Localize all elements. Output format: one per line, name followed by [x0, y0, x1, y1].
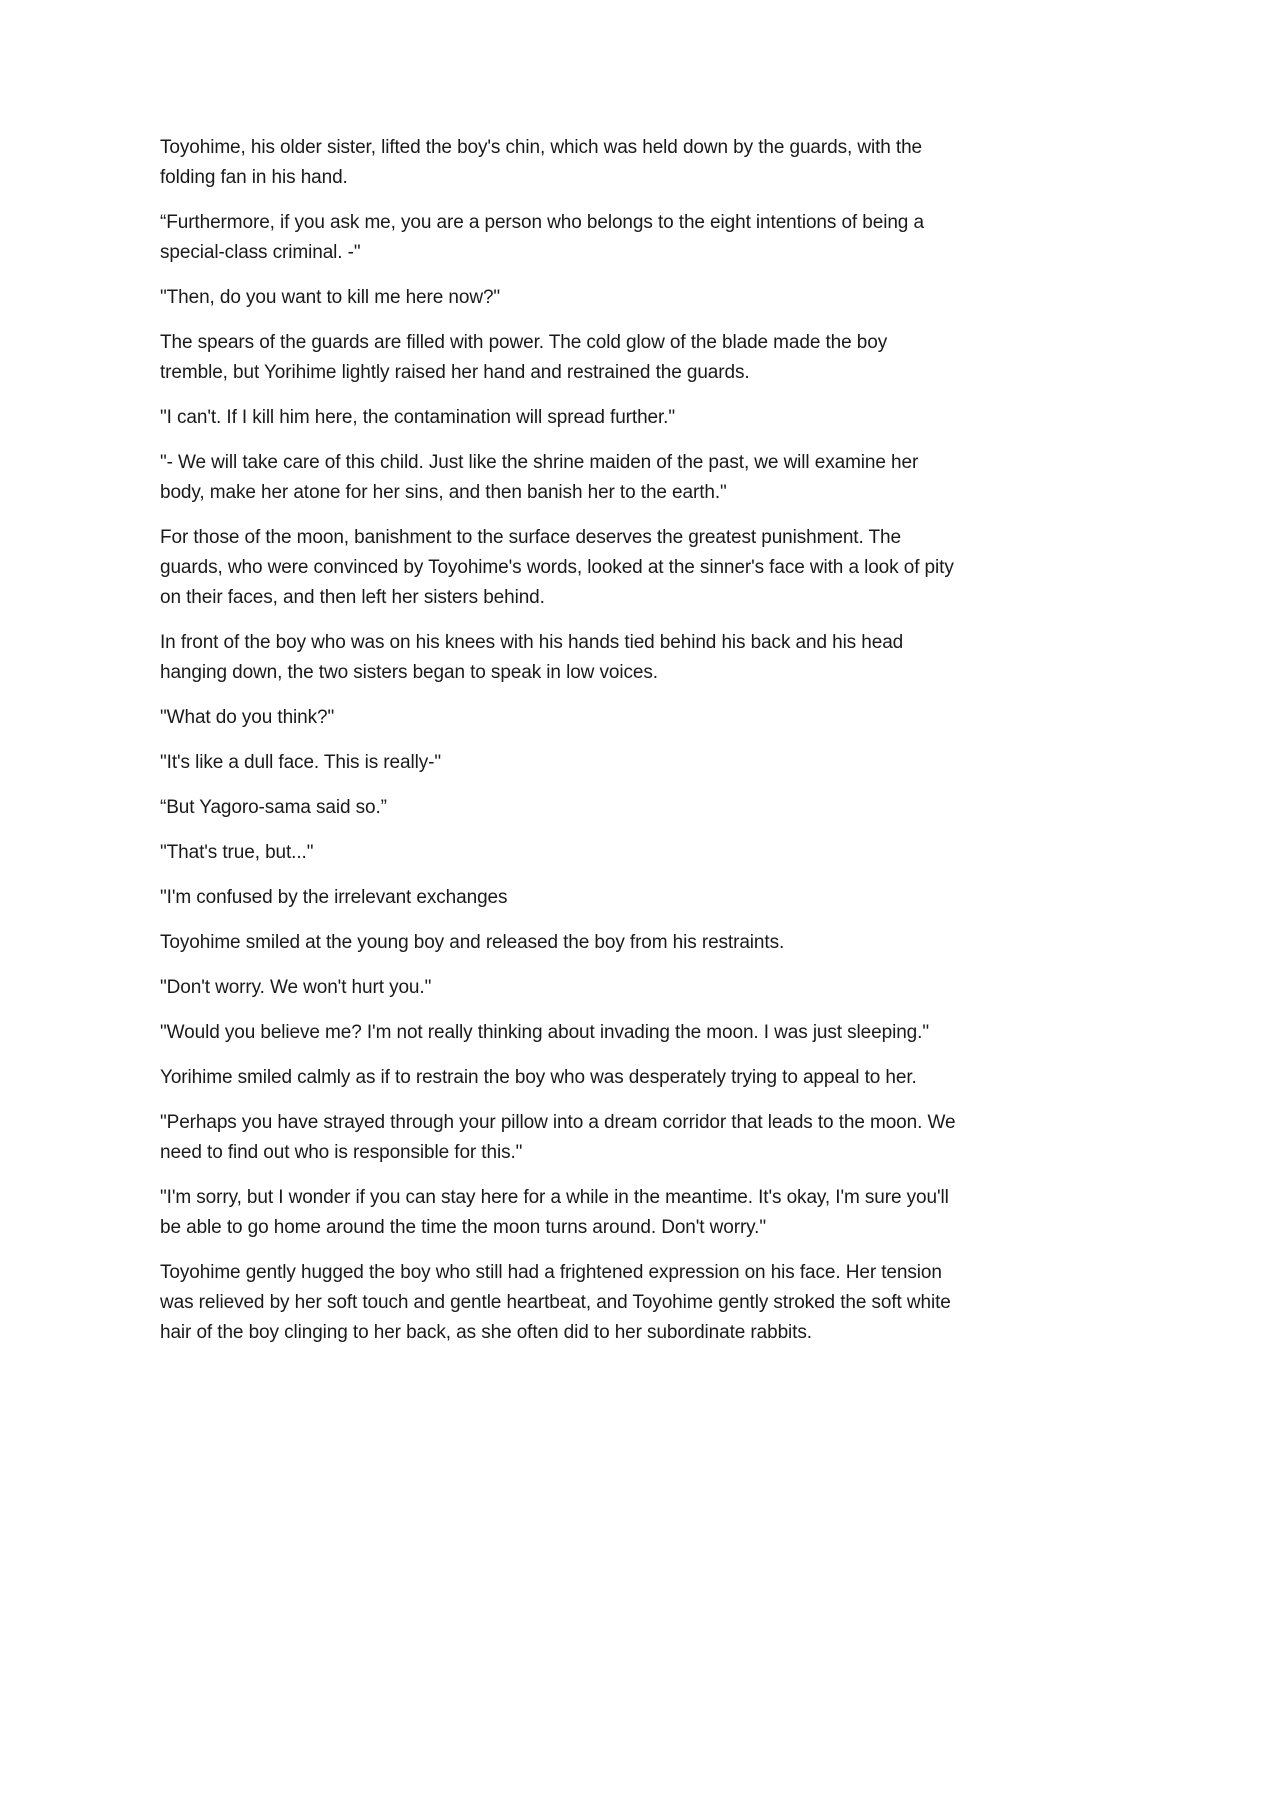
paragraph: "What do you think?"	[160, 707, 335, 728]
paragraph: In front of the boy who was on his knees with his hands tied behind his back and his head hanging down, the two sisters began to speak in low voices.	[160, 632, 909, 683]
paragraph: "I'm confused by the irrelevant exchanges	[160, 887, 508, 908]
paragraph: Yorihime smiled calmly as if to restrain the boy who was desperately trying to appeal to her.	[160, 1067, 917, 1088]
paragraph: For those of the moon, banishment to the surface deserves the greatest punishment. The guards, who were convinced by Toyohime's words, looked at the sinner's face with a look of pity on their faces, and then left her sisters behind.	[160, 527, 959, 608]
paragraph: Toyohime smiled at the young boy and released the boy from his restraints.	[160, 932, 785, 953]
paragraph: “But Yagoro-sama said so.”	[160, 797, 387, 818]
paragraph: "It's like a dull face. This is really-"	[160, 752, 441, 773]
paragraph: "I can't. If I kill him here, the contamination will spread further."	[160, 407, 676, 428]
paragraph: "Then, do you want to kill me here now?"	[160, 287, 501, 308]
paragraph: "- We will take care of this child. Just like the shrine maiden of the past, we will examine her body, make her atone for her sins, and then banish her to the earth."	[160, 452, 924, 503]
paragraph: Toyohime, his older sister, lifted the boy's chin, which was held down by the guards, with the folding fan in his hand.	[160, 137, 928, 188]
paragraph: "Don't worry. We won't hurt you."	[160, 977, 432, 998]
paragraph: “Furthermore, if you ask me, you are a person who belongs to the eight intentions of being a special-class criminal. -"	[160, 212, 930, 263]
paragraph: The spears of the guards are filled with power. The cold glow of the blade made the boy tremble, but Yorihime lightly raised her hand and restrained the guards.	[160, 332, 893, 383]
paragraph: "Would you believe me? I'm not really thinking about invading the moon. I was just sleeping."	[160, 1022, 929, 1043]
paragraph: Toyohime gently hugged the boy who still had a frightened expression on his face. Her tension was relieved by her soft touch and gentle heartbeat, and Toyohime gently stroked the soft white hair of the boy clinging to her back, as she often did to her subordinate rabbits.	[160, 1262, 956, 1343]
paragraph: "That's true, but..."	[160, 842, 314, 863]
paragraph: "I'm sorry, but I wonder if you can stay here for a while in the meantime. It's okay, I'm sure you'll be able to go home around the time the moon turns around. Don't worry."	[160, 1187, 954, 1238]
paragraph: "Perhaps you have strayed through your pillow into a dream corridor that leads to the moon. We need to find out who is responsible for this."	[160, 1112, 961, 1163]
document-text	[160, 133, 960, 1363]
